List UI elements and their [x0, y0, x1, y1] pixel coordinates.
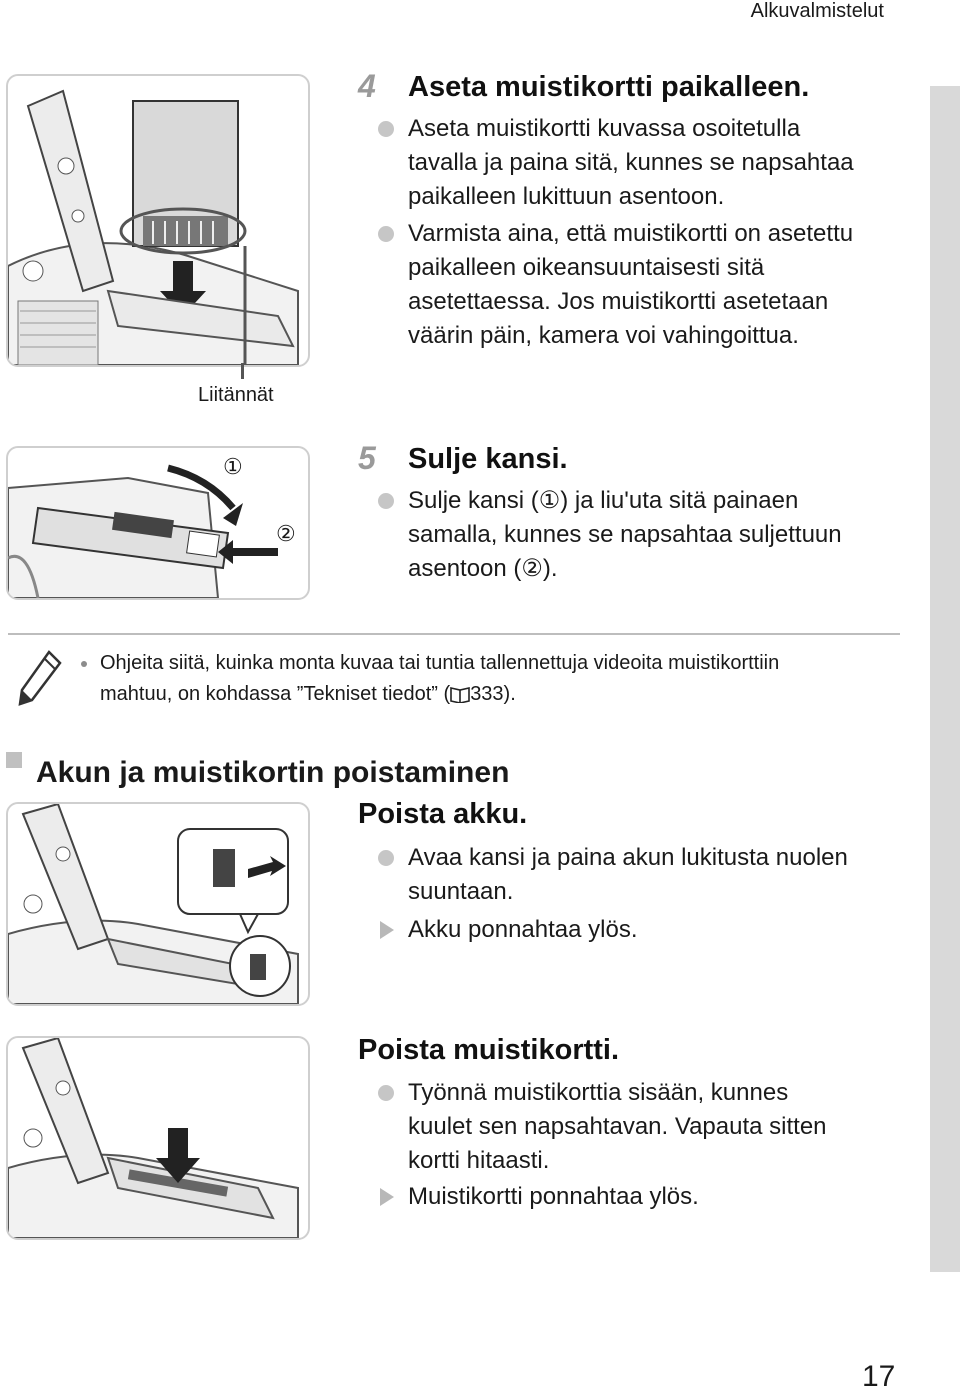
result-arrow-icon: [380, 1188, 394, 1206]
note-bullet: [81, 661, 87, 667]
step-4-text: asetettaessa. Jos muistikortti asetetaan: [408, 288, 829, 315]
remove-battery-text: Avaa kansi ja paina akun lukitusta nuolen: [408, 844, 848, 871]
remove-card-text: kortti hitaasti.: [408, 1147, 550, 1174]
bullet-icon: [378, 1085, 394, 1101]
camera-cover-illustration: [8, 448, 308, 598]
figure-insert-card: [6, 74, 310, 367]
step-4-text: Varmista aina, että muistikortti on asetettu: [408, 220, 854, 247]
remove-battery-text: suuntaan.: [408, 878, 514, 905]
remove-card-title: Poista muistikortti.: [358, 1034, 620, 1066]
result-arrow-icon: [380, 921, 394, 939]
remove-card-text: Työnnä muistikorttia sisään, kunnes: [408, 1079, 789, 1106]
step-5-text: asentoon (②).: [408, 555, 558, 582]
remove-battery-result: Akku ponnahtaa ylös.: [408, 916, 638, 943]
step-5-title: Sulje kansi.: [408, 443, 568, 475]
step-4-text: väärin päin, kamera voi vahingoittua.: [408, 322, 799, 349]
note-text: [100, 679, 516, 713]
header-section-title: Alkuvalmistelut: [750, 0, 884, 22]
section-title: Akun ja muistikortin poistaminen: [36, 756, 510, 789]
note-text: 333).: [470, 683, 516, 705]
callout-label-1: ①: [223, 454, 243, 479]
side-tab: [930, 86, 960, 1272]
step-5-text: samalla, kunnes se napsahtaa suljettuun: [408, 521, 842, 548]
step-4-text: tavalla ja paina sitä, kunnes se napsahtaa: [408, 149, 854, 176]
section-marker-icon: [6, 752, 22, 768]
pencil-icon: [14, 648, 64, 713]
note-text: mahtuu, on kohdassa ”Tekniset tiedot” (: [100, 683, 451, 705]
note-text: Ohjeita siitä, kuinka monta kuvaa tai tuntia tallennettuja videoita muistikorttiin: [100, 652, 780, 674]
step-5-text: Sulje kansi (①) ja liu'uta sitä painaen: [408, 487, 799, 514]
camera-card-eject-illustration: [8, 1038, 308, 1238]
step-4-text: paikalleen lukittuun asentoon.: [408, 183, 725, 210]
bullet-icon: [378, 850, 394, 866]
remove-battery-title: Poista akku.: [358, 798, 528, 830]
callout-label-2: ②: [276, 521, 296, 546]
remove-card-text: kuulet sen napsahtavan. Vapauta sitten: [408, 1113, 827, 1140]
step-4-number: 4: [358, 68, 376, 104]
figure-remove-battery: [6, 802, 310, 1006]
step-4-text: paikalleen oikeansuuntaisesti sitä: [408, 254, 765, 281]
figure-remove-card: [6, 1036, 310, 1240]
bullet-icon: [378, 121, 394, 137]
page-number: 17: [862, 1360, 896, 1393]
bullet-icon: [378, 226, 394, 242]
bullet-icon: [378, 493, 394, 509]
camera-card-slot-illustration: [8, 76, 308, 365]
note-divider: [8, 633, 900, 635]
step-4-text: Aseta muistikortti kuvassa osoitetulla: [408, 115, 801, 142]
callout-leader-line: [241, 363, 244, 379]
camera-battery-illustration: [8, 804, 308, 1004]
step-5-number: 5: [358, 440, 376, 476]
figure-close-cover: [6, 446, 310, 600]
connectors-callout-label: Liitännät: [198, 384, 274, 406]
step-4-title: Aseta muistikortti paikalleen.: [408, 71, 810, 103]
remove-card-result: Muistikortti ponnahtaa ylös.: [408, 1183, 699, 1210]
book-icon: [450, 682, 470, 713]
